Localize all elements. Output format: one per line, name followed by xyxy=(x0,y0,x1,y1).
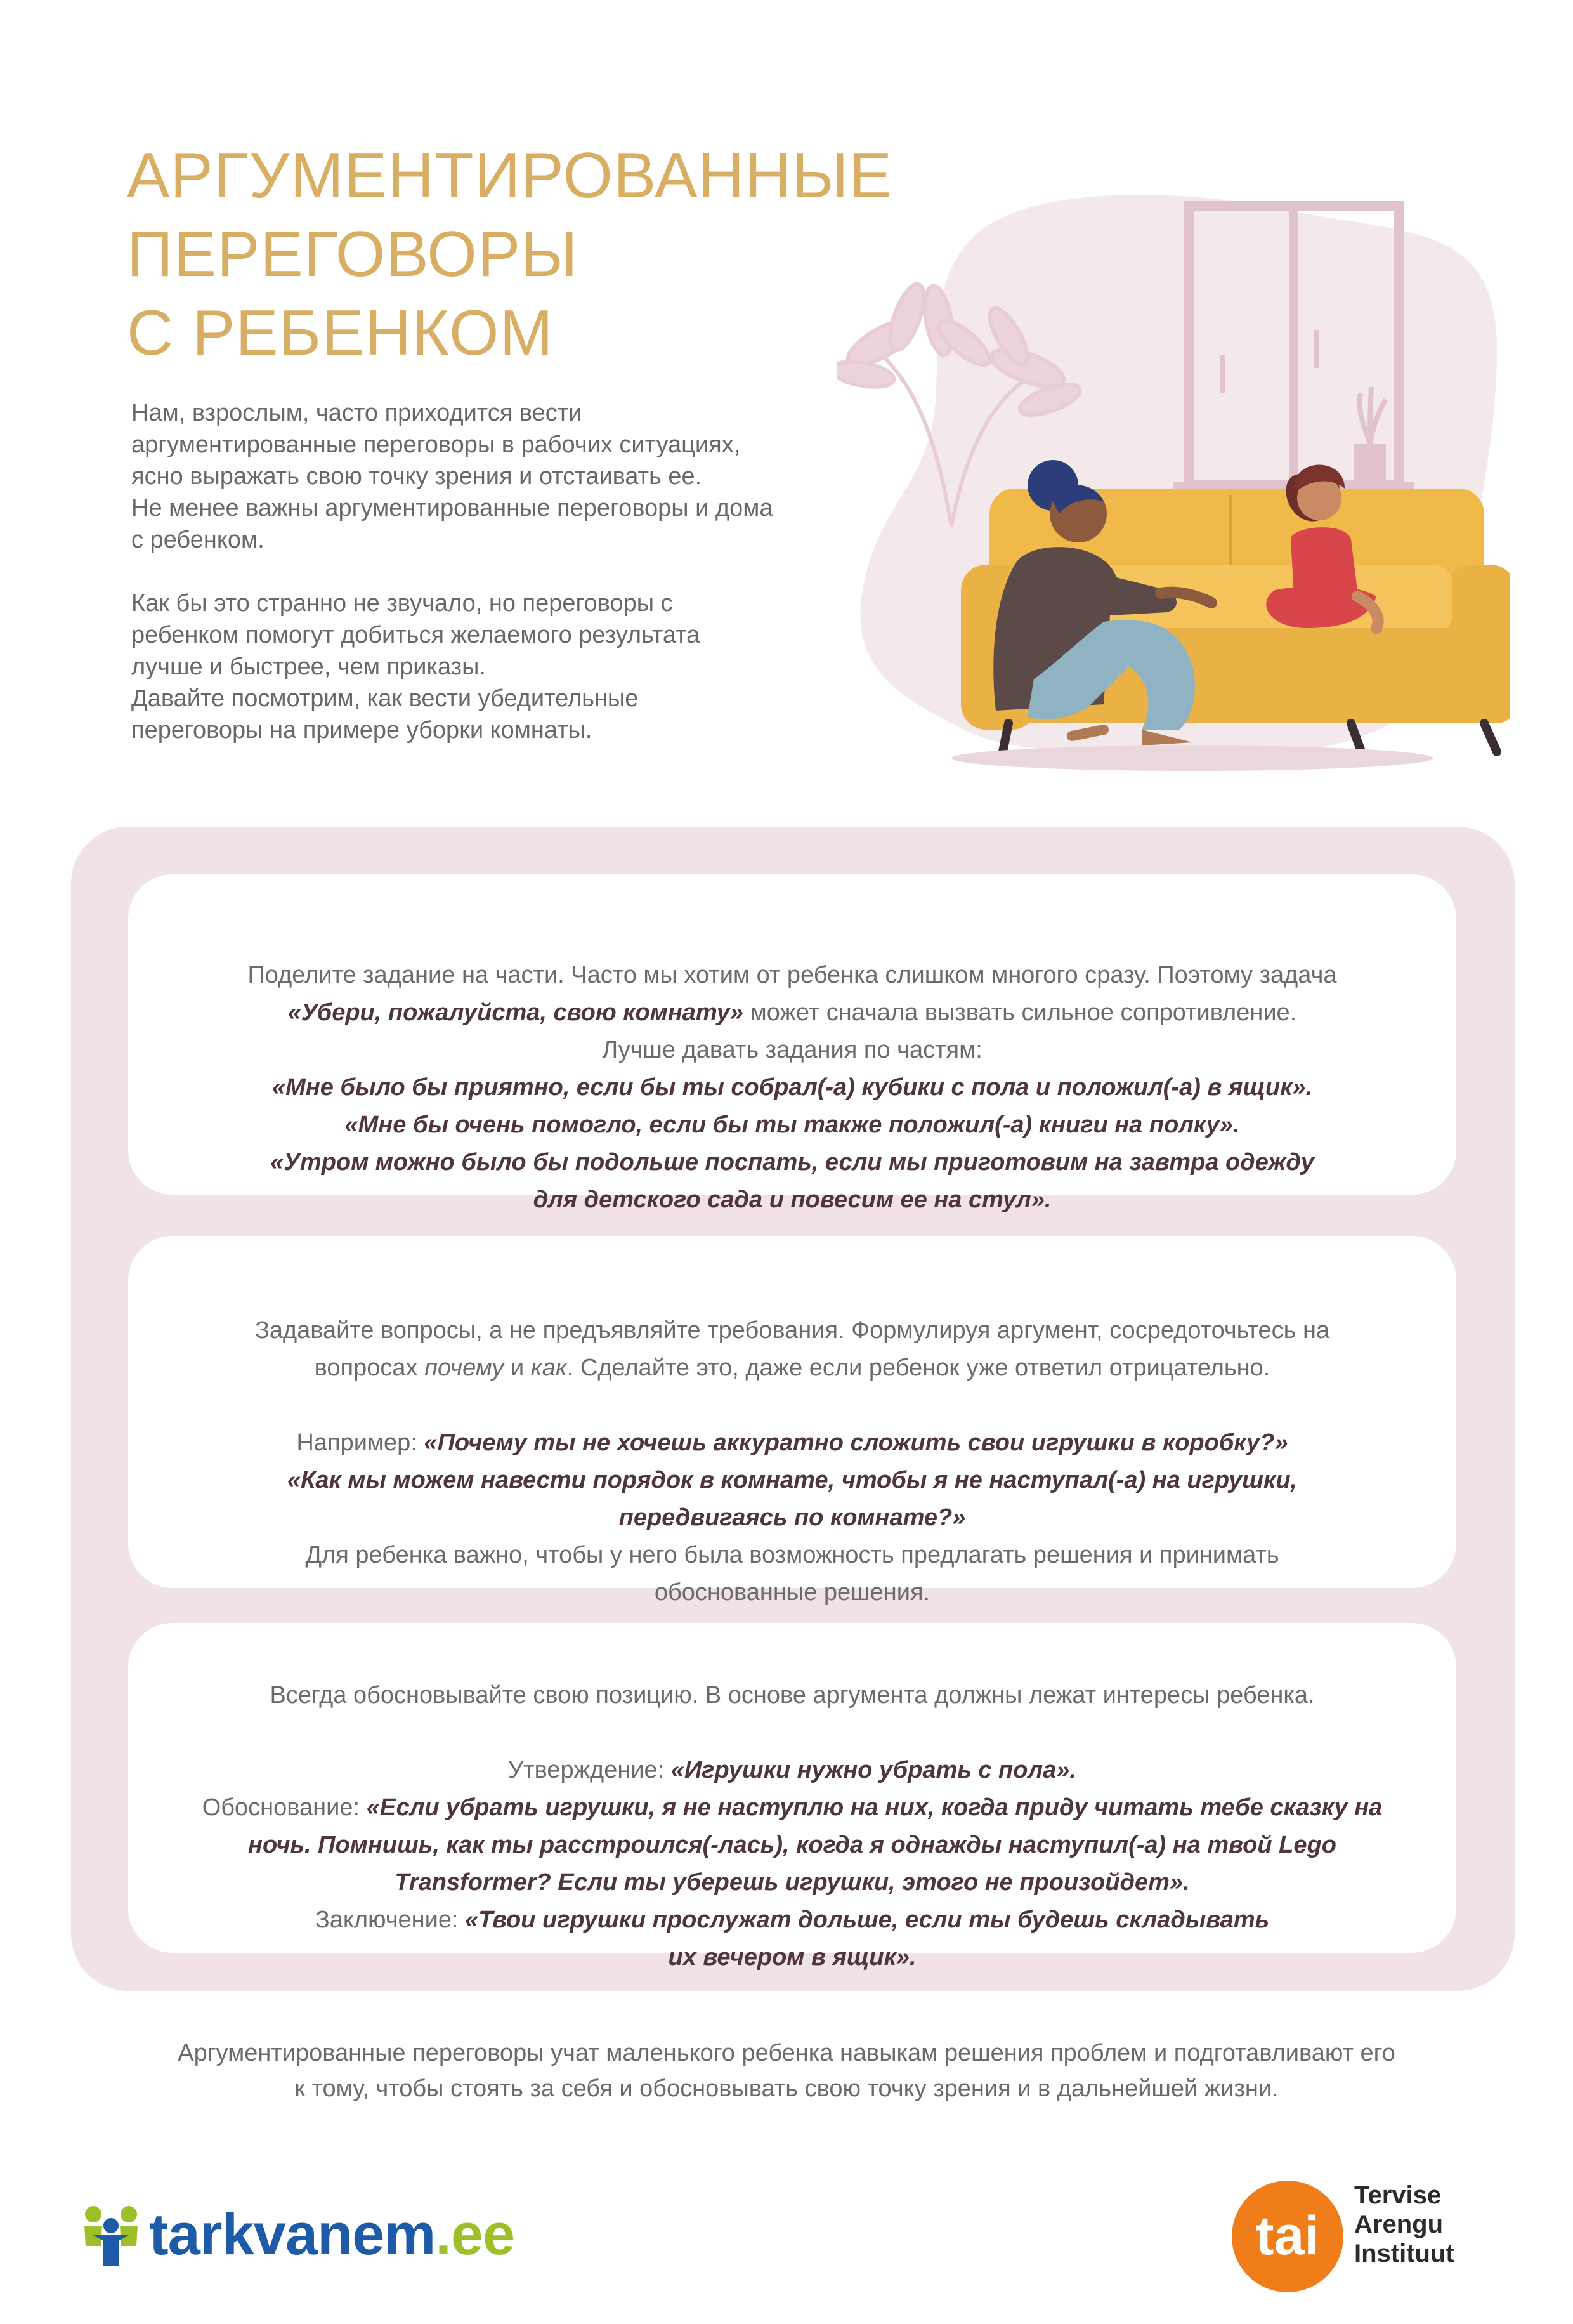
tip-emphasis: почему xyxy=(424,1355,504,1381)
closing-line: Аргументированные переговоры учат маленького ребенка навыкам решения проблем и подготавливают его xyxy=(178,2040,1395,2066)
tarkvanem-wordmark-domain: .ee xyxy=(435,2202,515,2267)
tai-logo[interactable] xyxy=(1230,2173,1497,2300)
title-line-3: С РЕБЕНКОМ xyxy=(127,298,554,369)
tip-quote: «Игрушки нужно убрать с пола». xyxy=(670,1757,1076,1783)
intro-line: переговоры на примере уборки комнаты. xyxy=(131,717,592,744)
intro-line: лучше и быстрее, чем приказы. xyxy=(131,653,486,680)
title-line-2: ПЕРЕГОВОРЫ xyxy=(127,219,578,290)
tip-quote: «Мне бы очень помогло, если бы ты также положил(-а) книги на полку». xyxy=(344,1112,1240,1138)
tai-name-line: Tervise xyxy=(1354,2181,1442,2209)
tip-quote: «Убери, пожалуйста, свою комнату» xyxy=(287,999,744,1026)
tai-mark-text: tai xyxy=(1255,2205,1320,2266)
tai-name-line: Arengu xyxy=(1354,2210,1443,2238)
intro-line: Нам, взрослым, часто приходится вести xyxy=(131,400,582,426)
potted-plant-icon xyxy=(1354,444,1386,482)
mother-daughter-sofa-illustration xyxy=(837,184,1510,780)
tip-text: может сначала вызвать сильное сопротивление. xyxy=(743,999,1297,1026)
intro-paragraph-1 xyxy=(131,397,861,556)
intro-line: аргументированные переговоры в рабочих ситуациях, xyxy=(131,431,741,458)
tarkvanem-wordmark-main: tarkvanem xyxy=(149,2202,436,2267)
tip-label: Утверждение: xyxy=(508,1757,671,1783)
tip-text: вопросах xyxy=(314,1355,425,1381)
intro-line: ребенком помогут добиться желаемого результата xyxy=(131,622,700,648)
tip-text xyxy=(128,994,1456,1032)
tip-card-justify-position xyxy=(128,1623,1456,1971)
tip-quote: «Если убрать игрушки, я не наступлю на них, когда приду читать тебе сказку на xyxy=(366,1794,1383,1821)
tip-label: Обоснование: xyxy=(202,1794,367,1821)
tip-quote: «Как мы можем навести порядок в комнате, чтобы я не наступал(-а) на игрушки, xyxy=(287,1467,1298,1494)
tip-text xyxy=(128,1901,1456,1939)
title-line-1: АРГУМЕНТИРОВАННЫЕ xyxy=(127,140,893,211)
tip-text xyxy=(128,1424,1456,1462)
tarkvanem-logo[interactable] xyxy=(79,2195,523,2271)
page-title xyxy=(127,136,951,372)
intro-line: Как бы это странно не звучало, но переговоры с xyxy=(131,590,673,617)
tip-text: . Сделайте это, даже если ребенок уже ответил отрицательно. xyxy=(566,1355,1270,1381)
tip-card-split-task xyxy=(128,874,1456,1213)
closing-line: к тому, чтобы стоять за себя и обосновывать свою точку зрения и в дальнейшей жизни. xyxy=(294,2075,1279,2102)
intro-line: Давайте посмотрим, как вести убедительные xyxy=(131,685,639,712)
tip-text: обоснованные решения. xyxy=(654,1579,930,1606)
tai-name-line: Instituut xyxy=(1354,2240,1454,2268)
tip-quote: Transformer? Если ты уберешь игрушки, этого не произойдет». xyxy=(395,1869,1190,1896)
tips-panel xyxy=(71,827,1515,1991)
closing-text xyxy=(95,2035,1478,2106)
tip-quote: передвигаясь по комнате?» xyxy=(618,1504,966,1531)
family-icon xyxy=(79,2195,143,2271)
tip-card-ask-questions xyxy=(128,1236,1456,1606)
tip-quote: «Мне было бы приятно, если бы ты собрал(-а) кубики с пола и положил(-а) в ящик». xyxy=(271,1074,1313,1101)
tip-text xyxy=(128,1789,1456,1827)
tip-label: Заключение: xyxy=(315,1907,466,1933)
tai-name xyxy=(1354,2181,1500,2268)
tip-quote: «Твои игрушки прослужат дольше, если ты будешь складывать xyxy=(465,1907,1270,1933)
intro-text xyxy=(131,397,861,778)
intro-paragraph-2 xyxy=(131,588,861,746)
intro-line: с ребенком. xyxy=(131,527,264,553)
tip-text: Лучше давать задания по частям: xyxy=(602,1037,982,1063)
tip-text: Задавайте вопросы, а не предъявляйте требования. Формулируя аргумент, сосредоточьтесь на xyxy=(254,1317,1330,1344)
tip-emphasis: как xyxy=(530,1355,567,1381)
tip-text: Всегда обосновывайте свою позицию. В основе аргумента должны лежат интересы ребенка. xyxy=(270,1682,1315,1709)
tip-text: и xyxy=(504,1355,531,1381)
tarkvanem-wordmark xyxy=(149,2202,514,2268)
tip-text: Поделите задание на части. Часто мы хотим от ребенка слишком многого сразу. Поэтому задача xyxy=(247,962,1337,988)
tip-text: Для ребенка важно, чтобы у него была возможность предлагать решения и принимать xyxy=(305,1542,1279,1568)
intro-line: ясно выражать свою точку зрения и отстаивать ее. xyxy=(131,463,702,490)
tip-text xyxy=(128,1349,1456,1387)
tip-quote: «Утром можно было бы подольше поспать, если мы приготовим на завтра одежду xyxy=(270,1149,1314,1176)
tip-text xyxy=(128,1752,1456,1789)
intro-line: Не менее важны аргументированные переговоры и дома xyxy=(131,495,773,522)
tai-mark-icon xyxy=(1230,2179,1345,2294)
tip-quote: «Почему ты не хочешь аккуратно сложить свои игрушки в коробку?» xyxy=(424,1429,1288,1456)
tip-quote: ночь. Помнишь, как ты расстроился(-лась), когда я однажды наступил(-а) на твой Lego xyxy=(248,1832,1336,1858)
tip-label: Например: xyxy=(296,1429,424,1456)
tip-quote: их вечером в ящик». xyxy=(668,1944,917,1971)
tip-quote: для детского сада и повесим ее на стул». xyxy=(533,1186,1052,1213)
